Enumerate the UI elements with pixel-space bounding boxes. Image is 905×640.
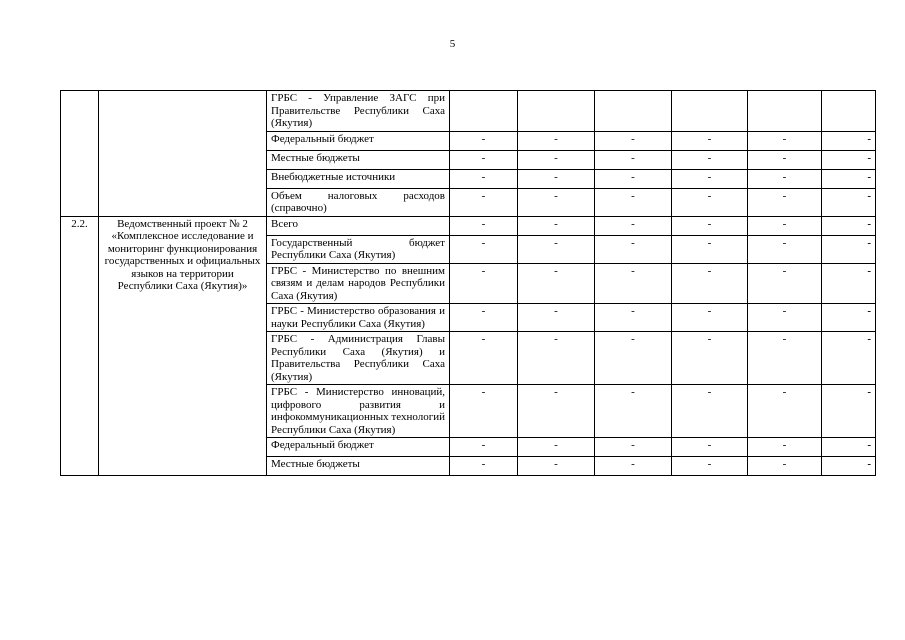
source-label: ГРБС - Управление ЗАГС при Правительстве Республики Саха (Якутия) [267,91,450,132]
source-label: Местные бюджеты [267,150,450,169]
project-name-cell: Ведомственный проект № 2 «Комплексное исследование и мониторинг функционирования государственных и официальных языков на территории Республики Саха (Якутия)» [99,216,267,476]
source-label: ГРБС - Министерство инноваций, цифрового развития и инфокоммуникационных технологий Республики Саха (Якутия) [267,385,450,438]
value-cell: - [672,131,748,150]
source-label: Внебюджетные источники [267,169,450,188]
value-cell: - [450,216,518,235]
value-cell: - [595,385,672,438]
value-cell: - [450,263,518,304]
value-cell: - [748,150,822,169]
value-cell: - [748,216,822,235]
value-cell: - [450,188,518,216]
value-cell: - [518,216,595,235]
value-cell: - [822,457,876,476]
value-cell: - [595,263,672,304]
value-cell: - [672,385,748,438]
value-cell: - [518,188,595,216]
source-label: Федеральный бюджет [267,131,450,150]
value-cell: - [595,169,672,188]
value-cell: - [672,457,748,476]
value-cell [450,91,518,132]
value-cell: - [518,457,595,476]
source-label: Всего [267,216,450,235]
value-cell: - [822,216,876,235]
value-cell: - [518,263,595,304]
value-cell: - [518,169,595,188]
table-row [61,91,876,132]
value-cell: - [822,169,876,188]
value-cell: - [672,263,748,304]
value-cell: - [595,235,672,263]
value-cell: - [595,304,672,332]
value-cell: - [822,150,876,169]
source-label: Государственный бюджет Республики Саха (Якутия) [267,235,450,263]
value-cell: - [518,304,595,332]
value-cell [595,91,672,132]
table-row [61,216,876,235]
value-cell: - [595,131,672,150]
value-cell: - [450,332,518,385]
budget-table [60,90,876,476]
value-cell: - [672,169,748,188]
value-cell: - [822,332,876,385]
source-label: Федеральный бюджет [267,438,450,457]
value-cell: - [822,304,876,332]
value-cell: - [595,188,672,216]
value-cell: - [748,457,822,476]
value-cell: - [822,263,876,304]
value-cell: - [450,150,518,169]
value-cell: - [450,235,518,263]
value-cell: - [748,438,822,457]
value-cell [748,91,822,132]
source-label: Местные бюджеты [267,457,450,476]
value-cell: - [450,438,518,457]
value-cell: - [822,131,876,150]
row-number-cell: 2.2. [61,216,99,476]
value-cell: - [518,150,595,169]
value-cell: - [595,457,672,476]
value-cell: - [518,438,595,457]
value-cell: - [672,438,748,457]
source-label: Объем налоговых расходов (справочно) [267,188,450,216]
value-cell: - [822,438,876,457]
row-number-cell [61,91,99,217]
source-label: ГРБС - Министерство образования и науки Республики Саха (Якутия) [267,304,450,332]
value-cell: - [748,385,822,438]
value-cell: - [450,385,518,438]
value-cell: - [748,188,822,216]
page-number: 5 [449,38,456,50]
value-cell [518,91,595,132]
value-cell: - [672,235,748,263]
value-cell: - [450,169,518,188]
value-cell: - [518,235,595,263]
value-cell: - [595,332,672,385]
value-cell: - [672,188,748,216]
source-label: ГРБС - Министерство по внешним связям и делам народов Республики Саха (Якутия) [267,263,450,304]
value-cell: - [748,332,822,385]
value-cell: - [518,385,595,438]
value-cell: - [518,131,595,150]
value-cell: - [595,438,672,457]
value-cell: - [822,188,876,216]
value-cell: - [748,263,822,304]
value-cell: - [518,332,595,385]
value-cell: - [748,169,822,188]
value-cell [822,91,876,132]
value-cell: - [672,304,748,332]
value-cell: - [822,235,876,263]
value-cell: - [595,150,672,169]
value-cell: - [748,235,822,263]
value-cell: - [822,385,876,438]
value-cell [672,91,748,132]
value-cell: - [672,150,748,169]
project-name-cell [99,91,267,217]
value-cell: - [748,304,822,332]
value-cell: - [748,131,822,150]
value-cell: - [672,216,748,235]
value-cell: - [450,131,518,150]
value-cell: - [450,457,518,476]
value-cell: - [450,304,518,332]
value-cell: - [595,216,672,235]
value-cell: - [672,332,748,385]
source-label: ГРБС - Администрация Главы Республики Саха (Якутия) и Правительства Республики Саха (Якутия) [267,332,450,385]
